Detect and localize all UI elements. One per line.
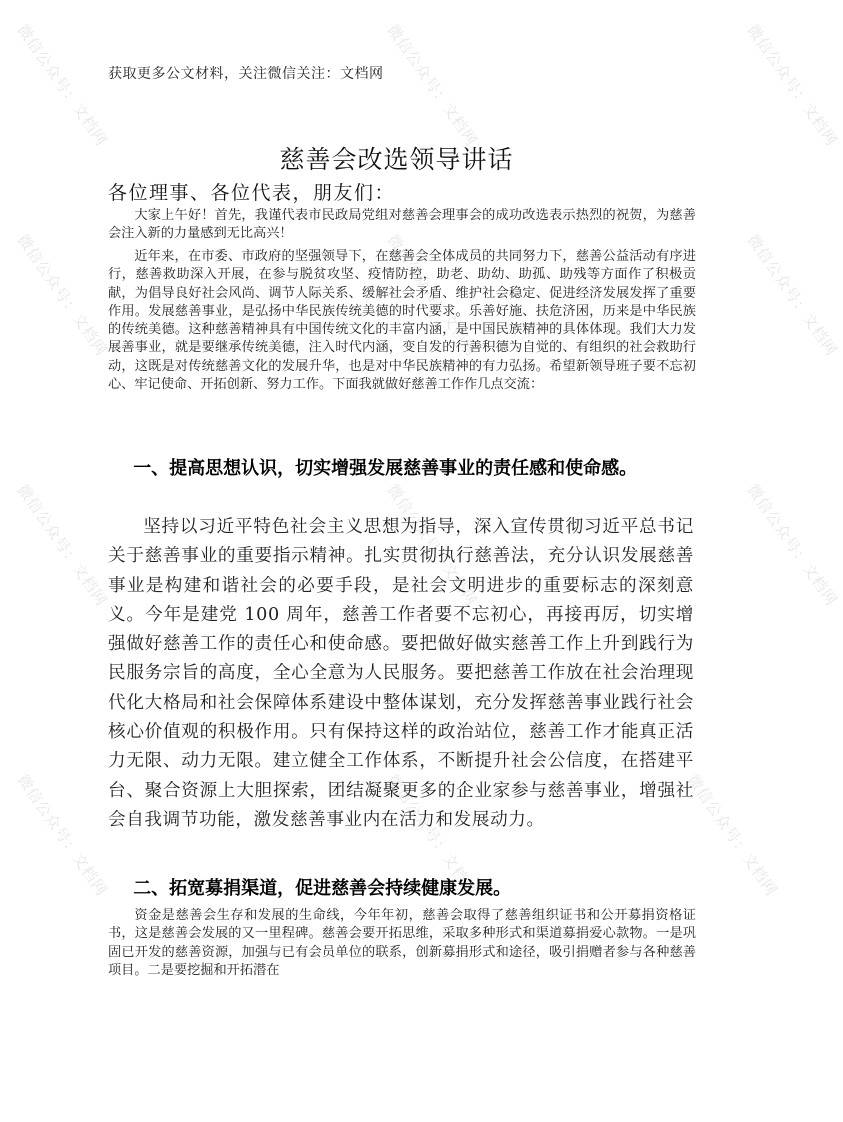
watermark: 微信公众号：文档网 bbox=[13, 481, 111, 610]
watermark: 微信公众号：文档网 bbox=[383, 481, 481, 610]
section-heading-1: 一、提高思想认识，切实增强发展慈善事业的责任感和使命感。 bbox=[133, 458, 638, 479]
watermark: 微信公众号：文档网 bbox=[383, 771, 481, 900]
paragraph-section-2: 资金是慈善会生存和发展的生命线，今年年初，慈善会取得了慈善组织证书和公开募捐资格证书，这是慈善会发展的又一里程碑。慈善会要开拓思维，采取多种形式和渠道募捐爱心款物。一是巩固已开发的慈善资源，加强与已有会员单位的联系，创新募捐形式和途径，吸引捐赠者参与各种慈善项目。二是要挖掘和开拓潜在 bbox=[108, 908, 696, 978]
paragraph-section-1: 坚持以习近平特色社会主义思想为指导，深入宣传贯彻习近平总书记关于慈善事业的重要指示精神。扎实贯彻执行慈善法，充分认识发展慈善事业是构建和谐社会的必要手段，是社会文明进步的重要标志的深刻意义。今年是建党 100 周年，慈善工作者要不忘初心，再接再厉，切实增强做好慈善工作的责任心和使命感。要把做好做实慈善工作上升到践行为民服务宗旨的高度，全心全意为人民服务。要把慈善工作放在社会治理现代化大格局和社会保障体系建设中整体谋划，充分发挥慈善事业践行社会核心价值观的积极作用。只有保持这样的政治站位，慈善工作才能真正活力无限、动力无限。建立健全工作体系，不断提升社会公信度，在搭建平台、聚合资源上大胆探索，团结凝聚更多的企业家参与慈善事业，增强社会自我调节功能，激发慈善事业内在活力和发展动力。 bbox=[108, 517, 694, 830]
watermark: 微信公众号：文档网 bbox=[743, 481, 841, 610]
page-title: 慈善会改选领导讲话 bbox=[279, 145, 514, 174]
watermark: 微信公众号：文档网 bbox=[13, 21, 111, 150]
watermark: 微信公众号：文档网 bbox=[383, 21, 481, 150]
watermark: 微信公众号：文档网 bbox=[743, 231, 841, 360]
paragraph-background: 近年来，在市委、市政府的坚强领导下，在慈善会全体成员的共同努力下，慈善公益活动有序进行，慈善救助深入开展，在参与脱贫攻坚、疫情防控，助老、助幼、助孤、助残等方面作了积极贡献，为倡导良好社会风尚、调节人际关系、缓解社会矛盾、维护社会稳定、促进经济发展发挥了重要作用。发展慈善事业，是弘扬中华民族传统美德的时代要求。乐善好施、扶危济困，历来是中华民族的传统美德。这种慈善精神具有中国传统文化的丰富内涵，是中国民族精神的具体体现。我们大力发展善事业，就是要继承传统美德，注入时代内涵，变自发的行善积德为自觉的、有组织的社会救助行动，这既是对传统慈善文化的发展升华，也是对中华民族精神的有力弘扬。希望新领导班子要不忘初心、牢记使命、开拓创新、努力工作。下面我就做好慈善工作作几点交流： bbox=[108, 249, 696, 393]
watermark: 微信公众号：文档网 bbox=[13, 771, 111, 900]
paragraph-opening: 大家上午好！首先，我谨代表市民政局党组对慈善会理事会的成功改选表示热烈的祝贺，为慈善会注入新的力量感到无比高兴！ bbox=[108, 208, 696, 242]
header-note: 获取更多公文材料，关注微信关注：文档网 bbox=[108, 66, 384, 82]
salutation: 各位理事、各位代表，朋友们： bbox=[108, 182, 396, 204]
watermark: 微信公众号：文档网 bbox=[13, 231, 111, 360]
watermark: 微信公众号：文档网 bbox=[743, 21, 841, 150]
section-heading-2: 二、拓宽募捐渠道，促进慈善会持续健康发展。 bbox=[133, 878, 512, 899]
watermark: 微信公众号：文档网 bbox=[683, 771, 781, 900]
watermark: 微信公众号：文档网 bbox=[383, 231, 481, 360]
